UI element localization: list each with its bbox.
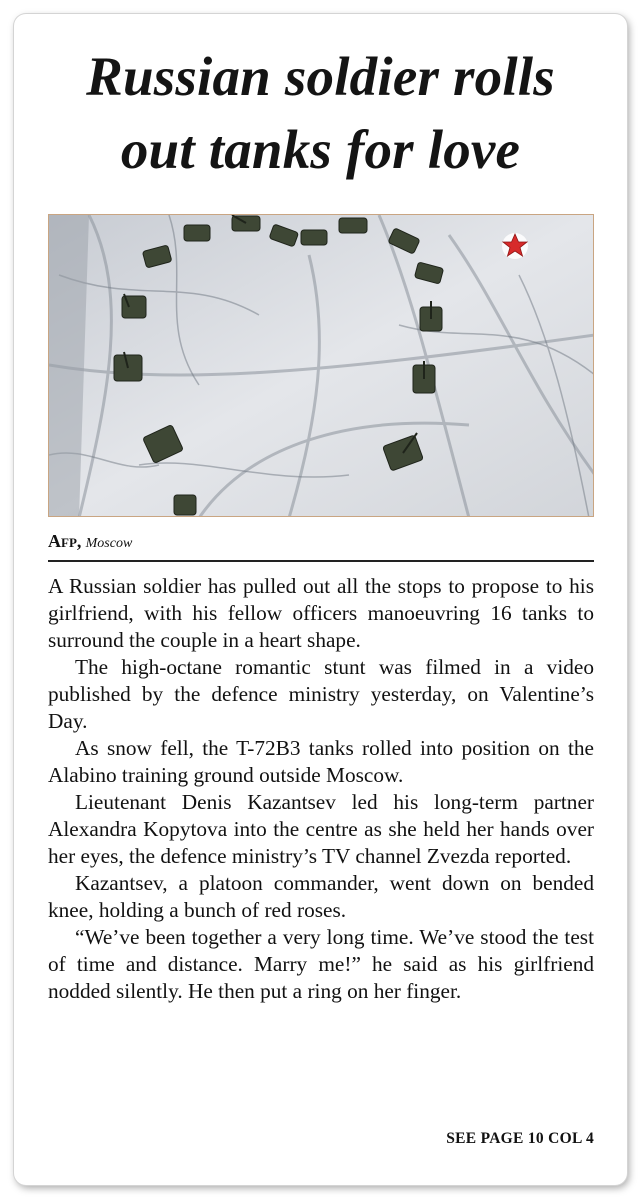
headline-line-1: Russian soldier rolls	[86, 46, 555, 107]
red-star-logo	[502, 233, 528, 259]
paragraph: Kazantsev, a platoon commander, went down on bended knee, holding a bunch of red roses.	[48, 871, 594, 922]
paragraph: A Russian soldier has pulled out all the stops to propose to his girlfriend, with his fellow officers manoeuvring 16 tanks to surround the couple in a heart shape.	[48, 574, 594, 652]
byline-agency: Afp,	[48, 531, 82, 551]
article-photo	[48, 214, 594, 517]
tank	[184, 225, 210, 241]
paragraph: As snow fell, the T-72B3 tanks rolled into position on the Alabino training ground outside Moscow.	[48, 736, 594, 787]
tank	[174, 495, 196, 515]
headline	[0, 40, 641, 186]
paragraph: “We’ve been together a very long time. We’ve stood the test of time and distance. Marry me!” he said as his girlfriend nodded silently. He then put a ring on her finger.	[48, 925, 594, 1003]
divider-rule	[48, 560, 594, 562]
continuation-note: SEE PAGE 10 COL 4	[446, 1130, 594, 1147]
tank	[301, 230, 327, 245]
snow-field-tanks-photo	[49, 215, 594, 517]
article-body	[48, 573, 594, 1005]
byline-city: Moscow	[85, 536, 133, 551]
paragraph: The high-octane romantic stunt was filmed in a video published by the defence ministry yesterday, on Valentine’s Day.	[48, 655, 594, 733]
paragraph: Lieutenant Denis Kazantsev led his long-term partner Alexandra Kopytova into the centre as she held her hands over her eyes, the defence ministry’s TV channel Zvezda reported.	[48, 790, 594, 868]
headline-line-2: out tanks for love	[120, 119, 521, 180]
tank	[339, 218, 367, 233]
byline	[48, 530, 132, 555]
